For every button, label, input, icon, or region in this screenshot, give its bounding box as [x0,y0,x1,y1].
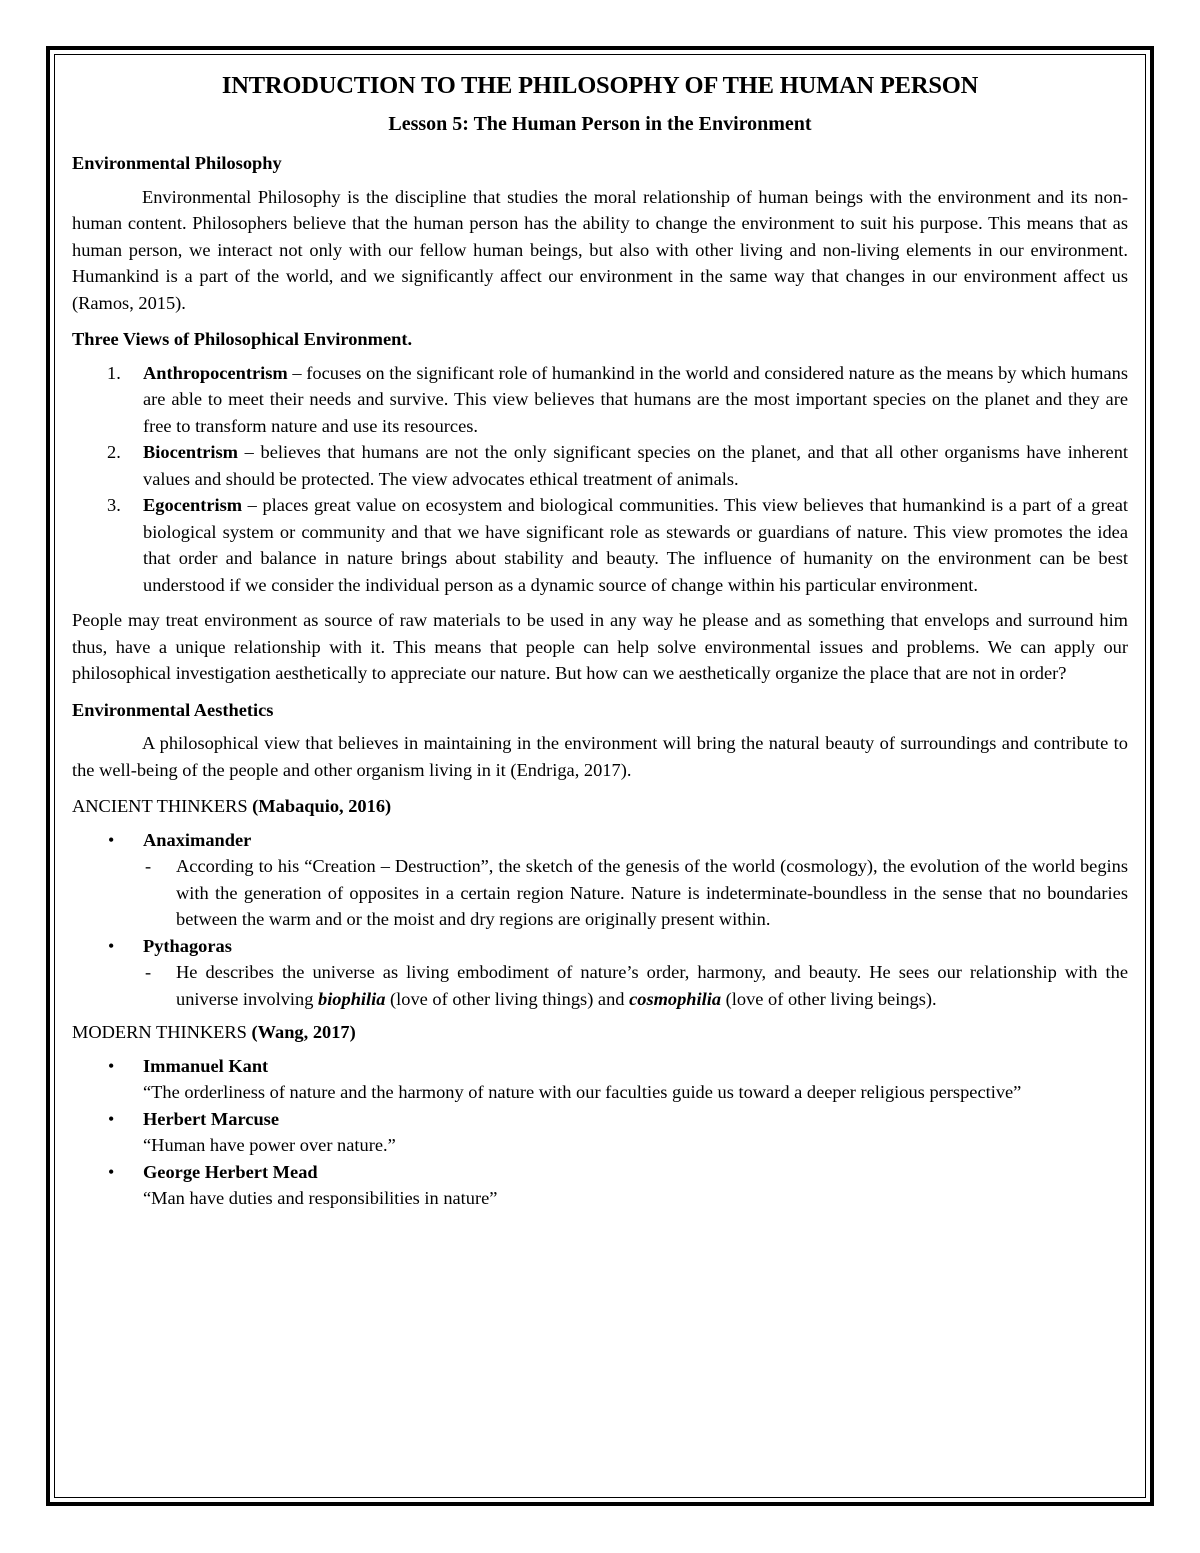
thinker-name: George Herbert Mead [143,1161,318,1182]
list-item [72,360,1128,440]
list-item [72,933,1128,1013]
thinker-text: (love of other living beings). [721,988,937,1009]
document-page [72,70,1128,1219]
env-philosophy-paragraph: Environmental Philosophy is the discipline that studies the moral relationship of human beings with the environment and its non-human content. Philosophers believe that the human person has the ability to change the environment to suit his purpose. This means that as human person, we interact not only with our fellow human beings, but also with other living and non-living elements in our environment. Humankind is a part of the world, and we significantly affect our environment in the same way that changes in our environment affect us (Ramos, 2015). [72,186,1128,313]
list-item [72,439,1128,492]
view-term: Egocentrism [143,495,243,515]
thinker-name: Pythagoras [143,935,232,956]
bullet-icon: • [108,1055,115,1076]
term-cosmophilia: cosmophilia [629,988,722,1009]
modern-heading-citation: (Wang, 2017) [251,1022,356,1042]
view-description: – believes that humans are not the only significant species on the planet, and that all other organisms have inherent values and should be protected. The view advocates ethical treatment of animals. [143,442,1128,489]
list-number: 3. [107,495,121,515]
thinker-name: Immanuel Kant [143,1055,269,1076]
modern-heading-label: MODERN THINKERS [72,1022,252,1042]
list-number: 1. [107,362,121,383]
list-number: 2. [107,442,121,462]
ancient-thinkers-list [72,827,1128,1013]
env-philosophy-heading: Environmental Philosophy [72,153,282,173]
thinker-quote: “The orderliness of nature and the harmony of nature with our faculties guide us toward a deeper religious perspective” [143,1082,1022,1102]
document-title: INTRODUCTION TO THE PHILOSOPHY OF THE HUMAN PERSON [221,72,979,99]
bullet-icon: • [108,829,115,850]
thinker-quote: “Man have duties and responsibilities in nature” [143,1188,498,1208]
bullet-icon: • [108,935,115,956]
ancient-heading-citation: (Mabaquio, 2016) [252,796,392,816]
bullet-icon: • [108,1161,115,1182]
view-term: Anthropocentrism [143,362,288,383]
list-item [72,827,1128,933]
env-aesthetics-heading: Environmental Aesthetics [72,699,274,720]
ancient-heading-label: ANCIENT THINKERS [72,796,253,816]
list-item [72,1053,1128,1106]
ancient-thinkers-heading [72,793,1128,820]
view-description: – focuses on the significant role of humankind in the world and considered nature as the means by which humans are able to meet their needs and survive. This view believes that humans are the most important species on the planet and they are free to transform nature and use its resources. [143,362,1128,436]
term-biophilia: biophilia [318,988,386,1009]
list-item [72,1159,1128,1212]
lesson-title: Lesson 5: The Human Person in the Environment [388,113,812,135]
thinker-text: He describes the universe as living embodiment of nature’s order, harmony, and beauty. He sees our relationship with the universe involving [176,962,1128,1009]
list-item [72,1106,1128,1159]
env-aesthetics-paragraph: A philosophical view that believes in maintaining in the environment will bring the natural beauty of surroundings and contribute to the well-being of the people and other organism living in it (Endriga, 2017). [72,733,1128,780]
list-item [72,492,1128,598]
thinker-name: Anaximander [143,829,252,850]
dash-icon: - [145,856,152,876]
thinker-quote: “Human have power over nature.” [143,1135,396,1155]
modern-thinkers-list [72,1053,1128,1212]
thinker-text: (love of other living things) and [385,988,630,1009]
modern-thinkers-heading [72,1019,1128,1046]
thinker-name: Herbert Marcuse [143,1108,279,1129]
bullet-icon: • [108,1108,115,1129]
dash-icon: - [145,962,152,982]
thinker-text: According to his “Creation – Destruction”, the sketch of the genesis of the world (cosmology), the evolution of the world begins with the generation of opposites in a certain region Nature. Nature is indeterminate-boundless in the sense that no boundaries between the warm and or the moist and dry regions are originally present within. [176,856,1128,929]
three-views-list [72,360,1128,599]
people-paragraph: People may treat environment as source of raw materials to be used in any way he please and as something that envelops and surround him thus, have a unique relationship with it. This means that people can help solve environmental issues and problems. We can apply our philosophical investigation aesthetically to appreciate our nature. But how can we aesthetically organize the place that are not in order? [72,610,1128,683]
view-term: Biocentrism [143,442,238,462]
thinker-description [143,959,1128,1012]
view-description: – places great value on ecosystem and biological communities. This view believes that humankind is a part of a great biological system or community and that we have significant role as stewards or guardians of nature. This view promotes the idea that order and balance in nature brings about stability and beauty. The influence of humanity on the environment can be best understood if we consider the individual person as a dynamic source of change within his particular environment. [143,495,1128,595]
three-views-heading: Three Views of Philosophical Environment. [72,329,413,349]
thinker-description [143,853,1128,933]
